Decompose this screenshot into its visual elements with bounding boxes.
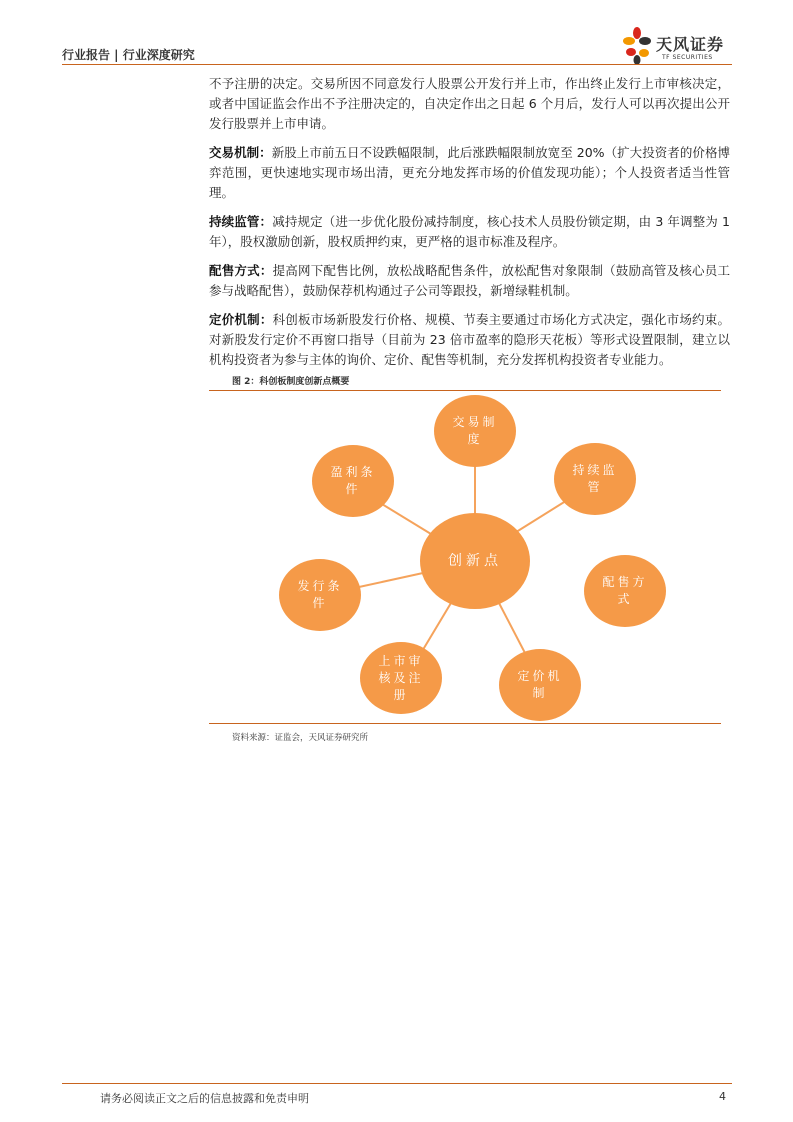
paragraph-placement-method: 配售方式：提高网下配售比例，放松战略配售条件，放松配售对象限制（鼓励高管及核心员工参与战略配售），鼓励保荐机构通过子公司等跟投，新增绿鞋机制。 — [209, 263, 730, 298]
page-number: 4 — [719, 1090, 726, 1103]
innovation-diagram — [209, 391, 721, 723]
paragraph-pricing-mechanism: 定价机制：科创板市场新股发行价格、规模、节奏主要通过市场化方式决定，强化市场约束。对新股发行定价不再窗口指导（目前为 23 倍市盈率的隐形天花板）等形式设置限制，建立以机构投资者为参与主体的询价、定价、配售等机制，充分发挥机构投资者专业能力。 — [209, 312, 730, 367]
node-placement-method: 配售方式 — [584, 555, 666, 627]
paragraph-lead: 交易机制： — [209, 145, 272, 160]
connector-profit — [377, 501, 431, 534]
figure-bottom-rule — [209, 723, 721, 724]
node-listing-review: 上市审核及注册 — [360, 642, 442, 714]
paragraph-registration: 不予注册的决定。交易所因不同意发行人股票公开发行并上市，作出终止发行上市审核决定，或者中国证监会作出不予注册决定的，自决定作出之日起 6 个月后，发行人可以再次提出公开发行股票并上市申请。 — [209, 76, 730, 131]
logo-text-cn: 天风证券 — [656, 35, 725, 54]
connector-listing — [421, 603, 451, 653]
node-innovation-center: 创新点 — [420, 513, 530, 609]
tf-securities-logo — [622, 26, 734, 66]
body-text — [209, 74, 730, 379]
connector-issue — [359, 573, 423, 587]
paragraph-trading-mechanism: 交易机制：新股上市前五日不设跌幅限制，此后涨跌幅限制放宽至 20%（扩大投资者的价格博弈范围，更快速地实现市场出清，更充分地发挥市场的价值发现功能）；个人投资者适当性管理。 — [209, 145, 730, 200]
node-profit-conditions: 盈利条件 — [312, 445, 394, 517]
node-continuous-supervision: 持续监管 — [554, 443, 636, 515]
node-pricing-mechanism: 定价机制 — [499, 649, 581, 721]
paragraph-lead: 配售方式： — [209, 263, 273, 278]
figure-source: 资料来源：证监会，天风证券研究所 — [232, 733, 369, 743]
petal-logo-icon — [622, 26, 652, 66]
paragraph-lead: 定价机制： — [209, 312, 273, 327]
footer-disclaimer: 请务必阅读正文之后的信息披露和免责申明 — [100, 1092, 309, 1105]
paragraph-continuous-supervision: 持续监管：减持规定（进一步优化股份减持制度，核心技术人员股份锁定期，由 3 年调整为 1 年），股权激励创新，股权质押约束，更严格的退市标准及程序。 — [209, 214, 730, 249]
paragraph-lead: 持续监管： — [209, 214, 273, 229]
footer-divider — [62, 1083, 732, 1084]
figure-title: 图 2：科创板制度创新点概要 — [232, 377, 350, 387]
node-issue-conditions: 发行条件 — [279, 559, 361, 631]
report-section-label: 行业报告 | 行业深度研究 — [62, 48, 195, 62]
connector-pricing — [499, 603, 525, 653]
header-divider — [62, 64, 732, 65]
logo-text-en: TF SECURITIES — [662, 54, 713, 61]
connector-supervision — [513, 499, 569, 534]
node-trading-system: 交易制度 — [434, 395, 516, 467]
